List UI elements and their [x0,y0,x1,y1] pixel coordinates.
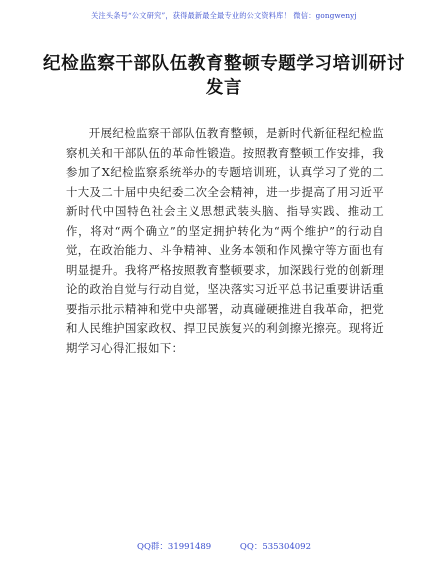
document-title: 纪检监察干部队伍教育整顿专题学习培训研讨发言 [43,54,405,98]
footer-qq-number: QQ：535304092 [239,542,311,552]
footer-contacts [0,541,448,553]
footer-qq-group: QQ群：31991489 [136,542,212,552]
header-banner: 关注头条号“公文研究”，获得最新最全最专业的公文资料库！ 微信：gongwenyj [91,11,357,20]
document-body-paragraph: 开展纪检监察干部队伍教育整顿，是新时代新征程纪检监察机关和干部队伍的革命性锻造。按照教育整顿工作安排，我参加了X纪检监察系统举办的专题培训班，认真学习了党的二十大及二十届中央纪委二次全会精神，进一步提高了用习近平新时代中国特色社会主义思想武装头脑、指导实践、推动工作，将对“两个确立”的坚定拥护转化为“两个维护”的行动自觉，在政治能力、斗争精神、业务本领和作风操守等方面也有明显提升。我将严格按照教育整顿要求，加深践行党的创新理论的政治自觉与行动自觉，坚决落实习近平总书记重要讲话重要指示批示精神和党中央部署，动真碰硬推进自我革命，把党和人民维护国家政权、捍卫民族复兴的利剑擦光擦亮。现将近期学习心得汇报如下： [66,126,384,355]
